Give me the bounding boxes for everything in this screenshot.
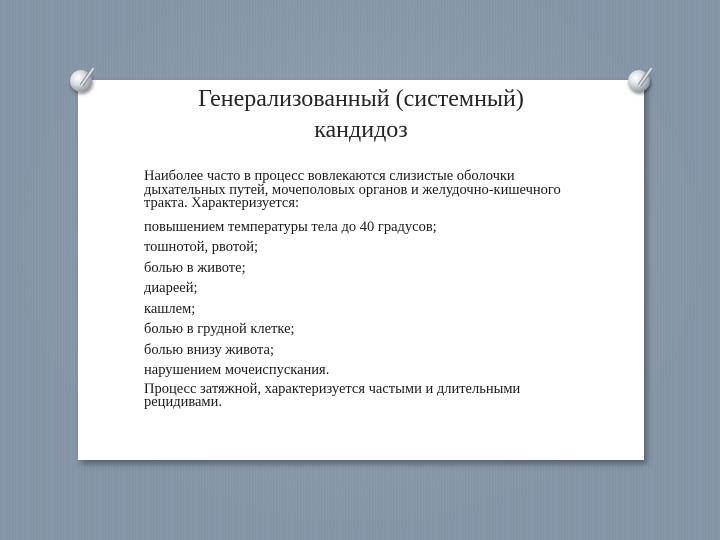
slide-title <box>78 84 644 146</box>
symptom-item: тошнотой, рвотой; <box>144 239 259 255</box>
intro-paragraph: Наиболее часто в процесс вовлекаются слизистые оболочки дыхательных путей, мочеполовых органов и желудочно-кишечного тракта. Характеризуется: <box>144 168 561 211</box>
symptom-item: болью в животе; <box>144 259 246 276</box>
slide-title-line-2: кандидоз <box>314 117 408 143</box>
symptom-item: кашлем; <box>144 300 196 317</box>
slide-card <box>78 80 644 460</box>
pushpin-icon <box>70 70 92 92</box>
symptom-item: диареей; <box>144 280 198 296</box>
pushpin-icon <box>628 70 650 92</box>
symptom-item: болью в грудной клетке; <box>144 321 295 337</box>
slide-body <box>144 170 584 410</box>
symptom-item: нарушением мочеиспускания. <box>144 362 330 378</box>
closing-paragraph: Процесс затяжной, характеризуется частыми и длительными рецидивами. <box>144 380 521 410</box>
symptom-item: повышением температуры тела до 40 градусов; <box>144 218 437 235</box>
symptom-item: болью внизу живота; <box>144 341 274 358</box>
symptom-list <box>144 217 584 381</box>
slide-title-line-1: Генерализованный (системный) <box>198 86 524 112</box>
